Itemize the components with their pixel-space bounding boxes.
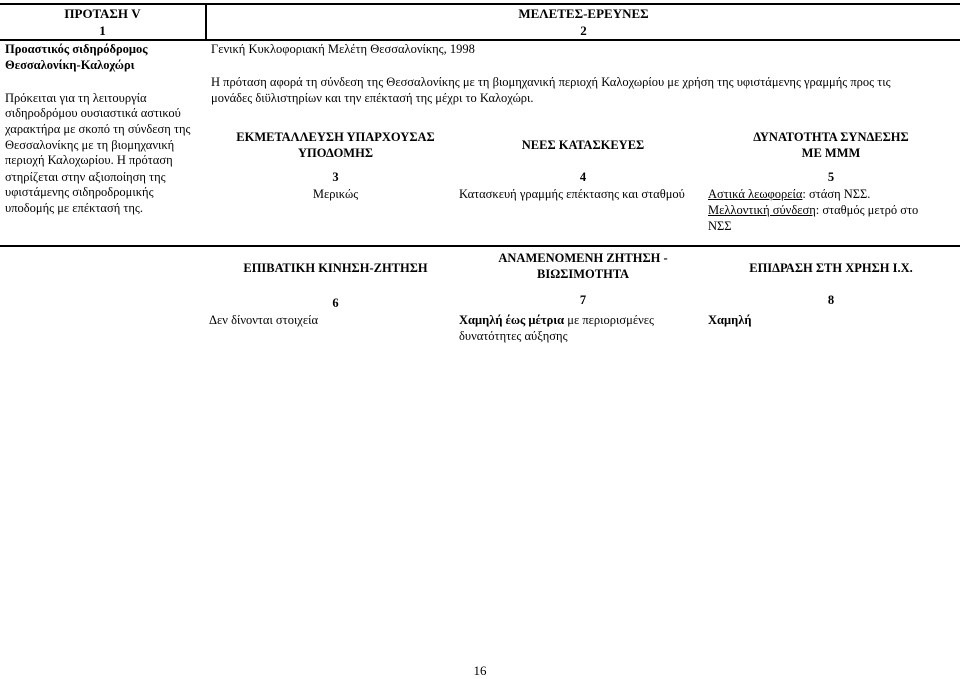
proposal-description-line: στηρίζεται στην αξιοποίηση της: [5, 170, 166, 184]
car-use-effect-value: Χαμηλή: [708, 313, 752, 327]
proposal-description-line: Πρόκειται για τη λειτουργία: [5, 91, 147, 105]
new-construction-value: Κατασκευή γραμμής επέκτασης και σταθμού: [459, 187, 685, 201]
transit-connection-value-line2: [708, 203, 918, 218]
table-top-border: [0, 3, 960, 5]
future-connection-label: Μελλοντική σύνδεση: [708, 203, 816, 217]
expected-demand-header-line1: ΑΝΑΜΕΝΟΜΕΝΗ ΖΗΤΗΣΗ -: [498, 251, 668, 265]
passenger-demand-header: ΕΠΙΒΑΤΙΚΗ ΚΙΝΗΣΗ-ΖΗΤΗΣΗ: [243, 261, 428, 275]
car-use-effect-header: ΕΠΙΔΡΑΣΗ ΣΤΗ ΧΡΗΣΗ Ι.Χ.: [749, 261, 913, 275]
proposal-description-line: σιδηροδρόμου ουσιαστικά αστικού: [5, 106, 181, 120]
section1-number: 3: [332, 170, 339, 184]
expected-demand-value-line1: [459, 313, 654, 328]
section2-number: 6: [332, 296, 339, 310]
section1-number: 4: [579, 170, 587, 184]
existing-infrastructure-header-line1: ΕΚΜΕΤΑΛΛΕΥΣΗ ΥΠΑΡΧΟΥΣΑΣ: [236, 130, 435, 144]
proposal-title-line1: Προαστικός σιδηρόδρομος: [5, 42, 148, 56]
page-number: 16: [473, 663, 487, 678]
header-divider: [0, 39, 960, 41]
col2-title: ΜΕΛΕΤΕΣ-ΕΡΕΥΝΕΣ: [518, 6, 649, 21]
col1-number: 1: [99, 23, 106, 38]
proposal-description-line: υποδομής με επέκτασή της.: [5, 201, 143, 215]
study-text-line2: μονάδες διϋλιστηρίων και την επέκτασή της μέχρι το Καλοχώρι.: [211, 91, 534, 105]
bus-detail: : στάση ΝΣΣ.: [802, 187, 871, 201]
transit-connection-header-line2: ΜΕ ΜΜΜ: [801, 146, 861, 160]
expected-demand-header-line2: ΒΙΩΣΙΜΟΤΗΤΑ: [537, 267, 629, 281]
transit-connection-value-line3: ΝΣΣ: [708, 219, 732, 233]
transit-connection-header-line1: ΔΥΝΑΤΟΤΗΤΑ ΣΥΝΔΕΣΗΣ: [753, 130, 909, 144]
section2-number: 8: [827, 293, 835, 307]
transit-connection-value-line1: [708, 187, 870, 202]
existing-infrastructure-value: Μερικώς: [312, 187, 359, 201]
expected-demand-detail: με περιορισμένες: [564, 313, 654, 327]
new-construction-header: ΝΕΕΣ ΚΑΤΑΣΚΕΥΕΣ: [521, 138, 645, 152]
proposal-description-line: χαρακτήρα με σκοπό τη σύνδεση της: [5, 122, 191, 136]
expected-demand-level: Χαμηλή έως μέτρια: [459, 313, 565, 327]
proposal-description-line: περιοχή Καλοχωρίου. Η πρόταση: [5, 153, 173, 167]
future-connection-detail: : σταθμός μετρό στο: [815, 203, 919, 217]
bus-label: Αστικά λεωφορεία: [708, 187, 803, 201]
existing-infrastructure-header-line2: ΥΠΟΔΟΜΗΣ: [298, 146, 373, 160]
proposal-description-line: Θεσσαλονίκης με τη βιομηχανική: [5, 138, 175, 152]
table-bottom-border: [0, 245, 960, 247]
section2-number: 7: [579, 293, 587, 307]
section1-number: 5: [827, 170, 835, 184]
col2-number: 2: [580, 23, 587, 38]
expected-demand-value-line2: δυνατότητες αύξησης: [459, 329, 568, 343]
proposal-description-line: υφιστάμενης σιδηροδρομικής: [5, 185, 154, 199]
col1-title: ΠΡΟΤΑΣΗ V: [64, 6, 141, 21]
study-reference: Γενική Κυκλοφοριακή Μελέτη Θεσσαλονίκης, 1998: [211, 42, 475, 56]
proposal-title-line2: Θεσσαλονίκη-Καλοχώρι: [5, 58, 135, 72]
passenger-demand-value: Δεν δίνονται στοιχεία: [209, 313, 319, 327]
study-text-line1: Η πρόταση αφορά τη σύνδεση της Θεσσαλονίκης με τη βιομηχανική περιοχή Καλοχωρίου με χρήση της υφιστάμενης γραμμής προς τις: [211, 75, 891, 89]
